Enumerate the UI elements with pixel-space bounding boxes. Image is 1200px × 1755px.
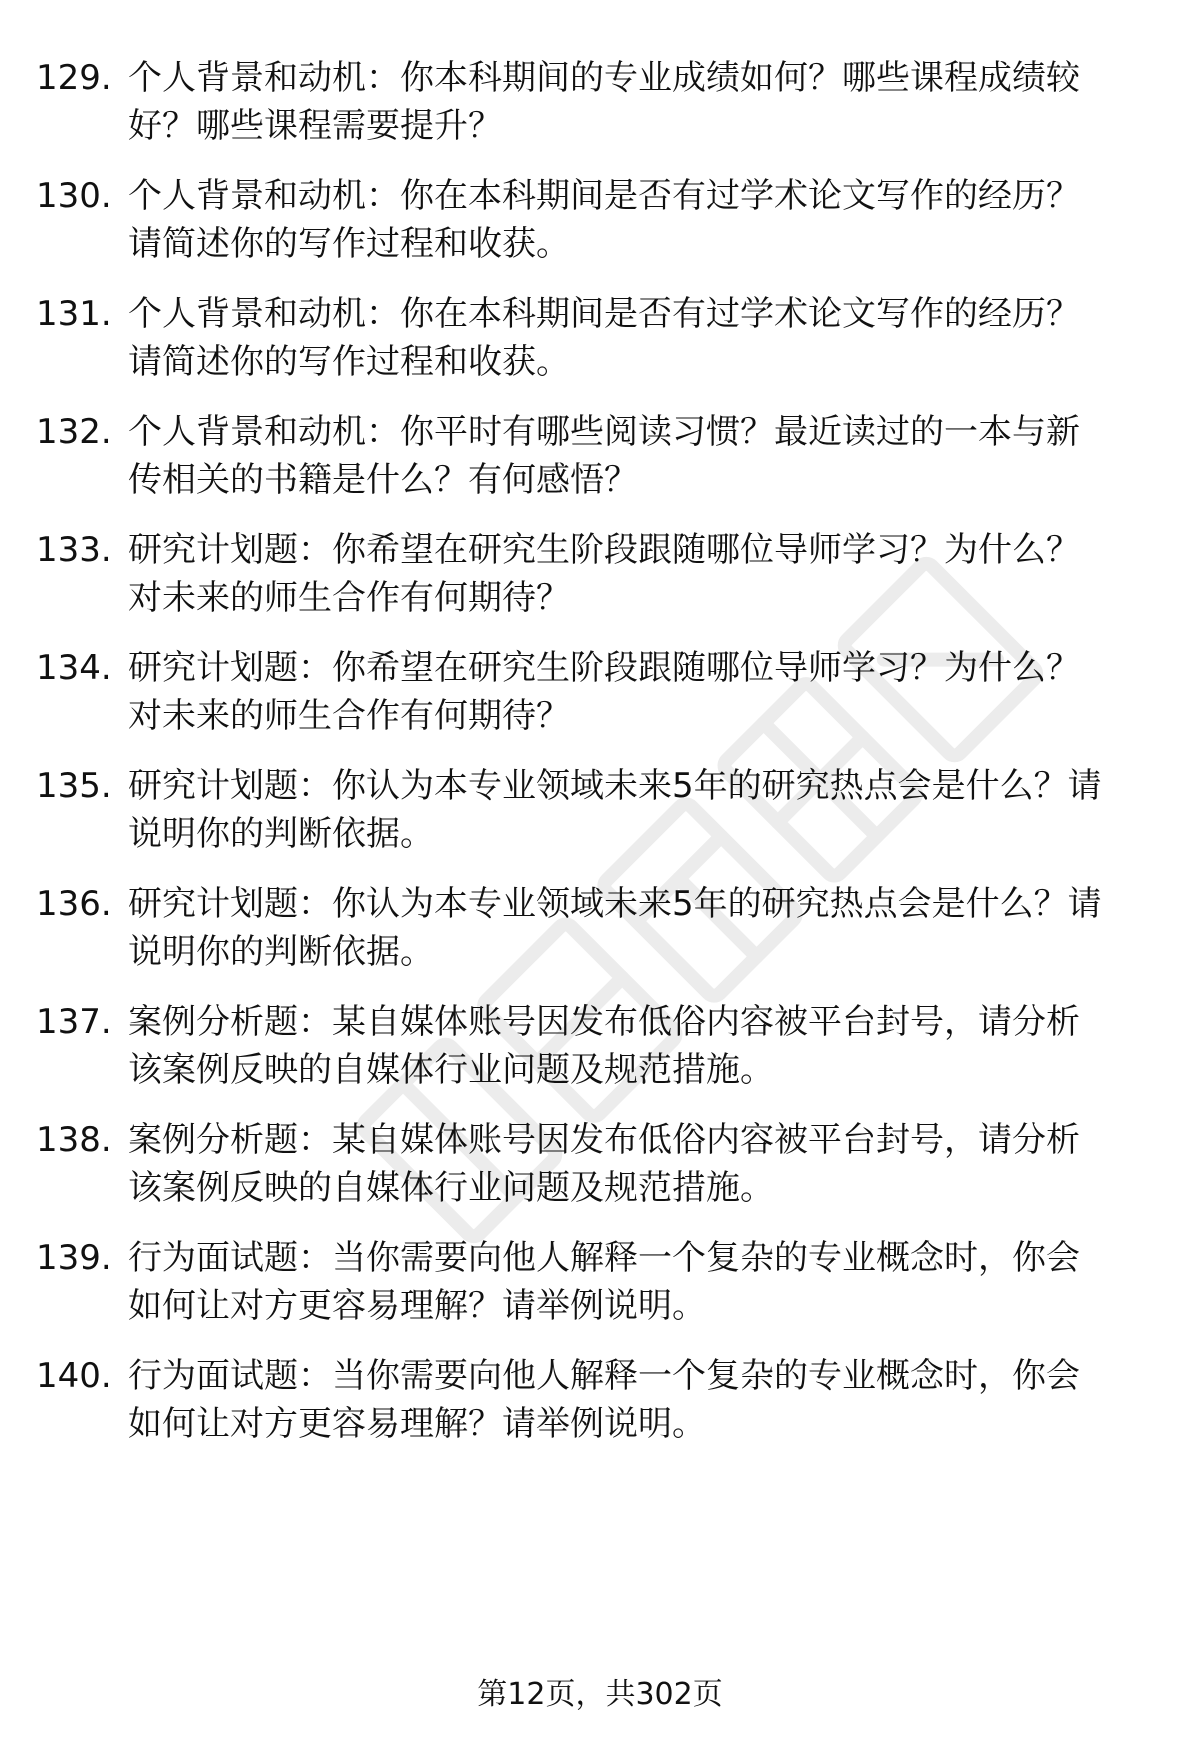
question-item [36,998,1166,1108]
question-line: 好？哪些课程需要提升？ [128,106,502,146]
question-line: 个人背景和动机：你平时有哪些阅读习惯？最近读过的一本与新 [128,412,1080,452]
question-number: 137. [36,1002,112,1042]
question-number: 133. [36,530,112,570]
question-line: 说明你的判断依据。 [128,932,434,972]
question-item [36,762,1166,872]
question-line: 对未来的师生合作有何期待？ [128,696,570,736]
question-item [36,1352,1166,1462]
question-number: 132. [36,412,112,452]
question-item [36,408,1166,518]
question-line: 行为面试题：当你需要向他人解释一个复杂的专业概念时，你会 [128,1238,1080,1278]
question-line: 请简述你的写作过程和收获。 [128,224,570,264]
question-item [36,1234,1166,1344]
question-line: 研究计划题：你认为本专业领域未来5年的研究热点会是什么？请 [128,884,1102,924]
question-text [128,644,1168,740]
question-text [128,1234,1168,1330]
question-line: 案例分析题：某自媒体账号因发布低俗内容被平台封号，请分析 [128,1120,1080,1160]
question-line: 个人背景和动机：你在本科期间是否有过学术论文写作的经历？ [128,176,1080,216]
question-item [36,172,1166,282]
question-item [36,54,1166,164]
question-number: 131. [36,294,112,334]
question-text [128,290,1168,386]
question-number: 139. [36,1238,112,1278]
question-line: 个人背景和动机：你在本科期间是否有过学术论文写作的经历？ [128,294,1080,334]
question-line: 请简述你的写作过程和收获。 [128,342,570,382]
question-number: 134. [36,648,112,688]
question-text [128,54,1168,150]
question-number: 138. [36,1120,112,1160]
question-line: 传相关的书籍是什么？有何感悟？ [128,460,638,500]
question-text [128,998,1168,1094]
question-line: 该案例反映的自媒体行业问题及规范措施。 [128,1050,774,1090]
question-text [128,762,1168,858]
question-text [128,1352,1168,1448]
page-footer: 第12页，共302页 [477,1677,723,1712]
question-text [128,172,1168,268]
question-line: 如何让对方更容易理解？请举例说明。 [128,1286,706,1326]
question-line: 说明你的判断依据。 [128,814,434,854]
question-text [128,880,1168,976]
question-number: 130. [36,176,112,216]
question-line: 研究计划题：你认为本专业领域未来5年的研究热点会是什么？请 [128,766,1102,806]
question-item [36,644,1166,754]
question-line: 个人背景和动机：你本科期间的专业成绩如何？哪些课程成绩较 [128,58,1080,98]
question-line: 对未来的师生合作有何期待？ [128,578,570,618]
question-number: 135. [36,766,112,806]
question-text [128,408,1168,504]
question-number: 136. [36,884,112,924]
question-number: 140. [36,1356,112,1396]
question-number: 129. [36,58,112,98]
question-line: 案例分析题：某自媒体账号因发布低俗内容被平台封号，请分析 [128,1002,1080,1042]
question-item [36,290,1166,400]
question-item [36,526,1166,636]
question-line: 行为面试题：当你需要向他人解释一个复杂的专业概念时，你会 [128,1356,1080,1396]
question-line: 如何让对方更容易理解？请举例说明。 [128,1404,706,1444]
question-item [36,1116,1166,1226]
question-item [36,880,1166,990]
question-text [128,526,1168,622]
question-line: 研究计划题：你希望在研究生阶段跟随哪位导师学习？为什么？ [128,530,1080,570]
question-line: 研究计划题：你希望在研究生阶段跟随哪位导师学习？为什么？ [128,648,1080,688]
question-line: 该案例反映的自媒体行业问题及规范措施。 [128,1168,774,1208]
question-text [128,1116,1168,1212]
